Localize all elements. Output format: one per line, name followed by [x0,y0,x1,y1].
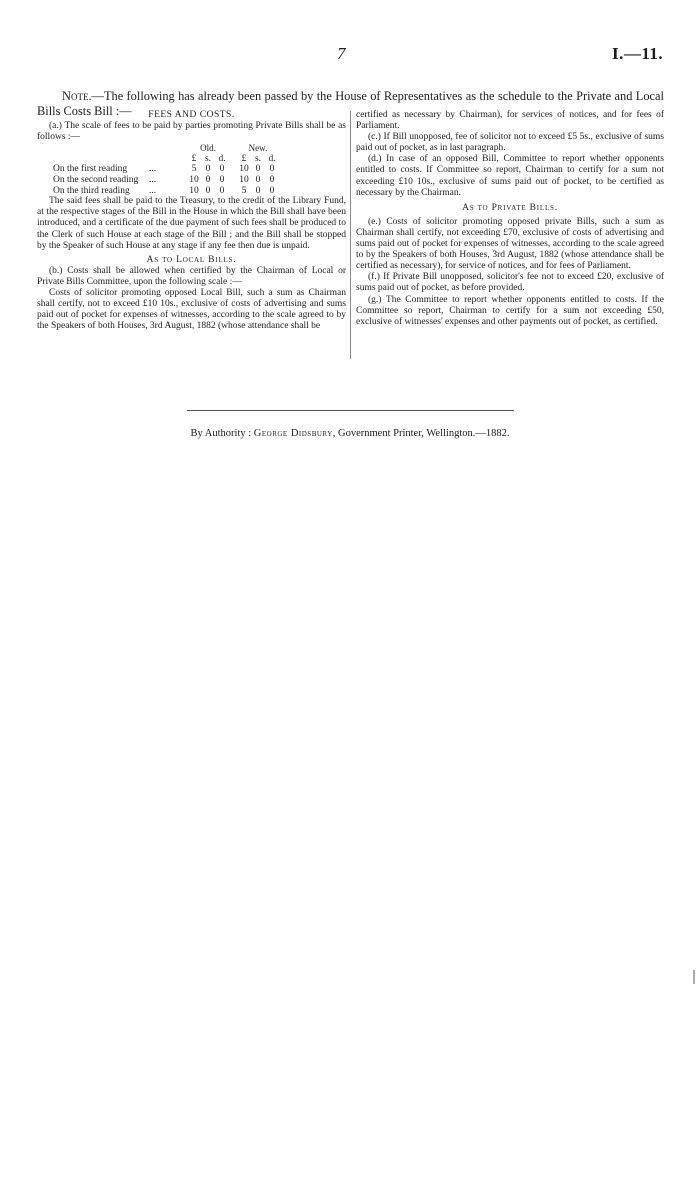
unit-shillings: s. [254,153,262,164]
fee-header-new: New. [248,143,268,154]
fees-and-costs-heading: FEES AND COSTS. [148,110,235,120]
page-reference: I.—11. [612,44,664,63]
imprint-suffix: , Government Printer, Wellington.—1882. [332,427,510,439]
imprint-prefix: By Authority : [190,427,254,439]
paragraph-e: (e.) Costs of solicitor promoting opposed private Bills, such a sum as Chairman shall certify, not exceeding £70, exclusive of costs of advertising and sums paid out of pocket for expenses of witnesses, according to the scale agreed to by the Speakers of both Houses, 3rd August, 1882 (whose attendance shall be certified as necessary), for service of notices, and for fees of Parliament. [356,216,664,272]
old-shillings: 0 [205,185,211,196]
new-pence: 0 [269,185,275,196]
new-pence: 0 [269,175,275,186]
fee-header-old: Old. [200,143,216,154]
old-pounds: 10 [189,175,199,186]
fee-row-label: On the third reading [53,185,130,196]
new-shillings: 0 [255,185,261,196]
old-pounds: 5 [191,164,197,175]
paragraph-a: (a.) The scale of fees to be paid by parties promoting Private Bills shall be as follows :— [37,121,346,143]
old-shillings: 0 [205,164,211,175]
paragraph-g: (g.) The Committee to report whether opponents entitled to costs. If the Committee so report, Chairman to certify for a sum not exceeding £50, exclusive of witnesses' expenses and other payments out of pocket, as certified. [356,294,664,327]
fee-table-units [53,154,279,165]
paragraph-f: (f.) If Private Bill unopposed, solicitor's fee not to exceed £20, exclusive of sums paid out of pocket, as before provided. [356,272,664,294]
intro-note-lead: Note. [62,89,92,104]
fee-row-label: On the second reading [53,175,139,186]
paragraph-b: (b.) Costs shall be allowed when certified by the Chairman of Local or Private Bills Committee, upon the following scale :— [37,265,346,287]
page-number: 7 [337,44,346,63]
fee-table-header [53,143,279,154]
footer-rule [187,410,514,411]
fee-row-first-reading [53,164,279,175]
old-pence: 0 [219,164,225,175]
column-divider [350,111,351,359]
fee-row-label: On the first reading [53,164,128,175]
new-shillings: 0 [255,164,261,175]
old-pence: 0 [219,175,225,186]
printer-imprint [0,428,700,439]
fee-row-third-reading [53,186,279,197]
leader-dots: ... [149,164,157,175]
leader-dots: ... [149,185,157,196]
new-pounds: 5 [241,185,247,196]
old-shillings: 0 [205,175,211,186]
private-bills-heading: As to Private Bills. [462,202,558,213]
new-shillings: 0 [255,175,261,186]
new-pounds: 10 [239,164,249,175]
fee-row-second-reading [53,175,279,186]
left-column [37,110,346,332]
unit-pence: d. [268,153,276,164]
unit-shillings: s. [204,153,212,164]
intro-note-text: —The following has already been passed by the House of Representatives as the schedule to the Private and Local Bills Costs Bill :— [37,89,664,118]
paragraph-d: (d.) In case of an opposed Bill, Committee to report whether opponents entitled to costs. If Committee so report, Chairman to certify for a sum not exceeding £10 10s., exclusive of sums paid out of pocket, to be certified as necessary by the Chairman. [356,154,664,198]
unit-pounds: £ [191,153,197,164]
fee-table [53,143,279,196]
unit-pounds: £ [241,153,247,164]
paragraph-c: (c.) If Bill unopposed, fee of solicitor not to exceed £5 5s., exclusive of sums paid out of pocket, as in last paragraph. [356,132,664,154]
local-bills-heading: As to Local Bills. [146,254,237,265]
paragraph-fees-treasury: The said fees shall be paid to the Treasury, to the credit of the Library Fund, at the respective stages of the Bill in the House in which the Bill shall have been introduced, and a certificate of the due payment of such fees shall be produced to the Clerk of such House at each stage of the Bill ; and the Bill shall be stopped by the Speaker of such House at any stage if any fee then due is unpaid. [37,196,346,251]
right-column [356,110,664,328]
old-pence: 0 [219,185,225,196]
old-pounds: 10 [189,185,199,196]
leader-dots: ... [149,175,157,186]
unit-pence: d. [218,153,226,164]
paragraph-continued: certified as necessary by Chairman), for services of notices, and for fees of Parliament. [356,110,664,132]
new-pounds: 10 [239,175,249,186]
new-pence: 0 [269,164,275,175]
imprint-printer-name: George Didsbury [253,427,333,439]
paragraph-local-costs: Costs of solicitor promoting opposed Local Bill, such a sum as Chairman shall certify, not to exceed £10 10s., exclusive of costs of advertising and sums paid out of pocket for expenses of witnesses, according to the scale agreed to by the Speakers of both Houses, 3rd August, 1882 (whose attendance shall be [37,288,346,332]
margin-mark [693,970,695,984]
